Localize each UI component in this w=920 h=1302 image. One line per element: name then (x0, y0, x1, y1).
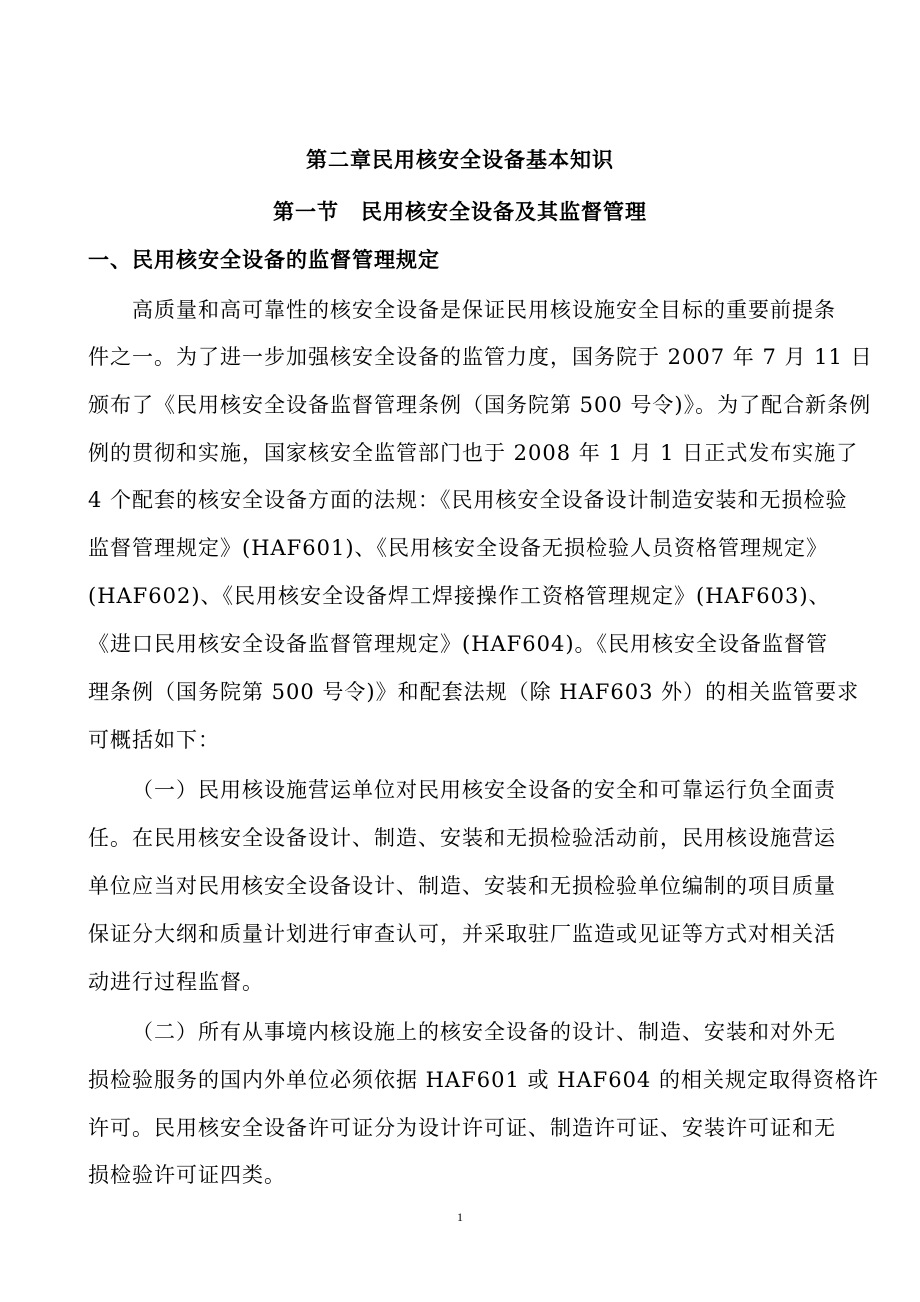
text-line: (HAF602)、《民用核安全设备焊工焊接操作工资格管理规定》(HAF603)、 (88, 584, 831, 608)
text-line: （二）所有从事境内核设施上的核安全设备的设计、制造、安装和对外无 (132, 1020, 836, 1044)
chapter-title: 第二章民用核安全设备基本知识 (306, 147, 614, 172)
heading: 一、民用核安全设备的监督管理规定 (88, 247, 440, 272)
section-title: 第一节 民用核安全设备及其监督管理 (273, 199, 647, 224)
text-line: 可概括如下： (88, 728, 220, 752)
text-line: 理条例（国务院第 500 号令)》和配套法规（除 HAF603 外）的相关监管要求 (88, 680, 860, 704)
text-line: 单位应当对民用核安全设备设计、制造、安装和无损检验单位编制的项目质量 (88, 874, 836, 898)
page-number: 1 (457, 1210, 463, 1224)
text-line: 件之一。为了进一步加强核安全设备的监管力度，国务院于 2007 年 7 月 11 日 (88, 345, 873, 369)
text-line: 例的贯彻和实施，国家核安全监管部门也于 2008 年 1 月 1 日正式发布实施了 (88, 441, 859, 465)
text-line: 任。在民用核安全设备设计、制造、安装和无损检验活动前，民用核设施营运 (88, 826, 836, 850)
text-line: （一）民用核设施营运单位对民用核安全设备的安全和可靠运行负全面责 (132, 778, 836, 802)
text-line: 动进行过程监督。 (88, 970, 264, 994)
text-line: 颁布了《民用核安全设备监督管理条例（国务院第 500 号令)》。为了配合新条例 (88, 393, 872, 417)
text-line: 高质量和高可靠性的核安全设备是保证民用核设施安全目标的重要前提条 (132, 298, 836, 322)
text-line: 许可。民用核安全设备许可证分为设计许可证、制造许可证、安装许可证和无 (88, 1116, 836, 1140)
text-line: 损检验服务的国内外单位必须依据 HAF601 或 HAF604 的相关规定取得资格许 (88, 1068, 879, 1092)
text-line: 损检验许可证四类。 (88, 1163, 286, 1187)
text-line: 4 个配套的核安全设备方面的法规：《民用核安全设备设计制造安装和无损检验 (88, 488, 848, 512)
text-line: 监督管理规定》(HAF601)、《民用核安全设备无损检验人员资格管理规定》 (88, 536, 829, 560)
text-line: 《进口民用核安全设备监督管理规定》(HAF604)。《民用核安全设备监督管 (88, 632, 829, 656)
text-line: 保证分大纲和质量计划进行审查认可，并采取驻厂监造或见证等方式对相关活 (88, 922, 836, 946)
